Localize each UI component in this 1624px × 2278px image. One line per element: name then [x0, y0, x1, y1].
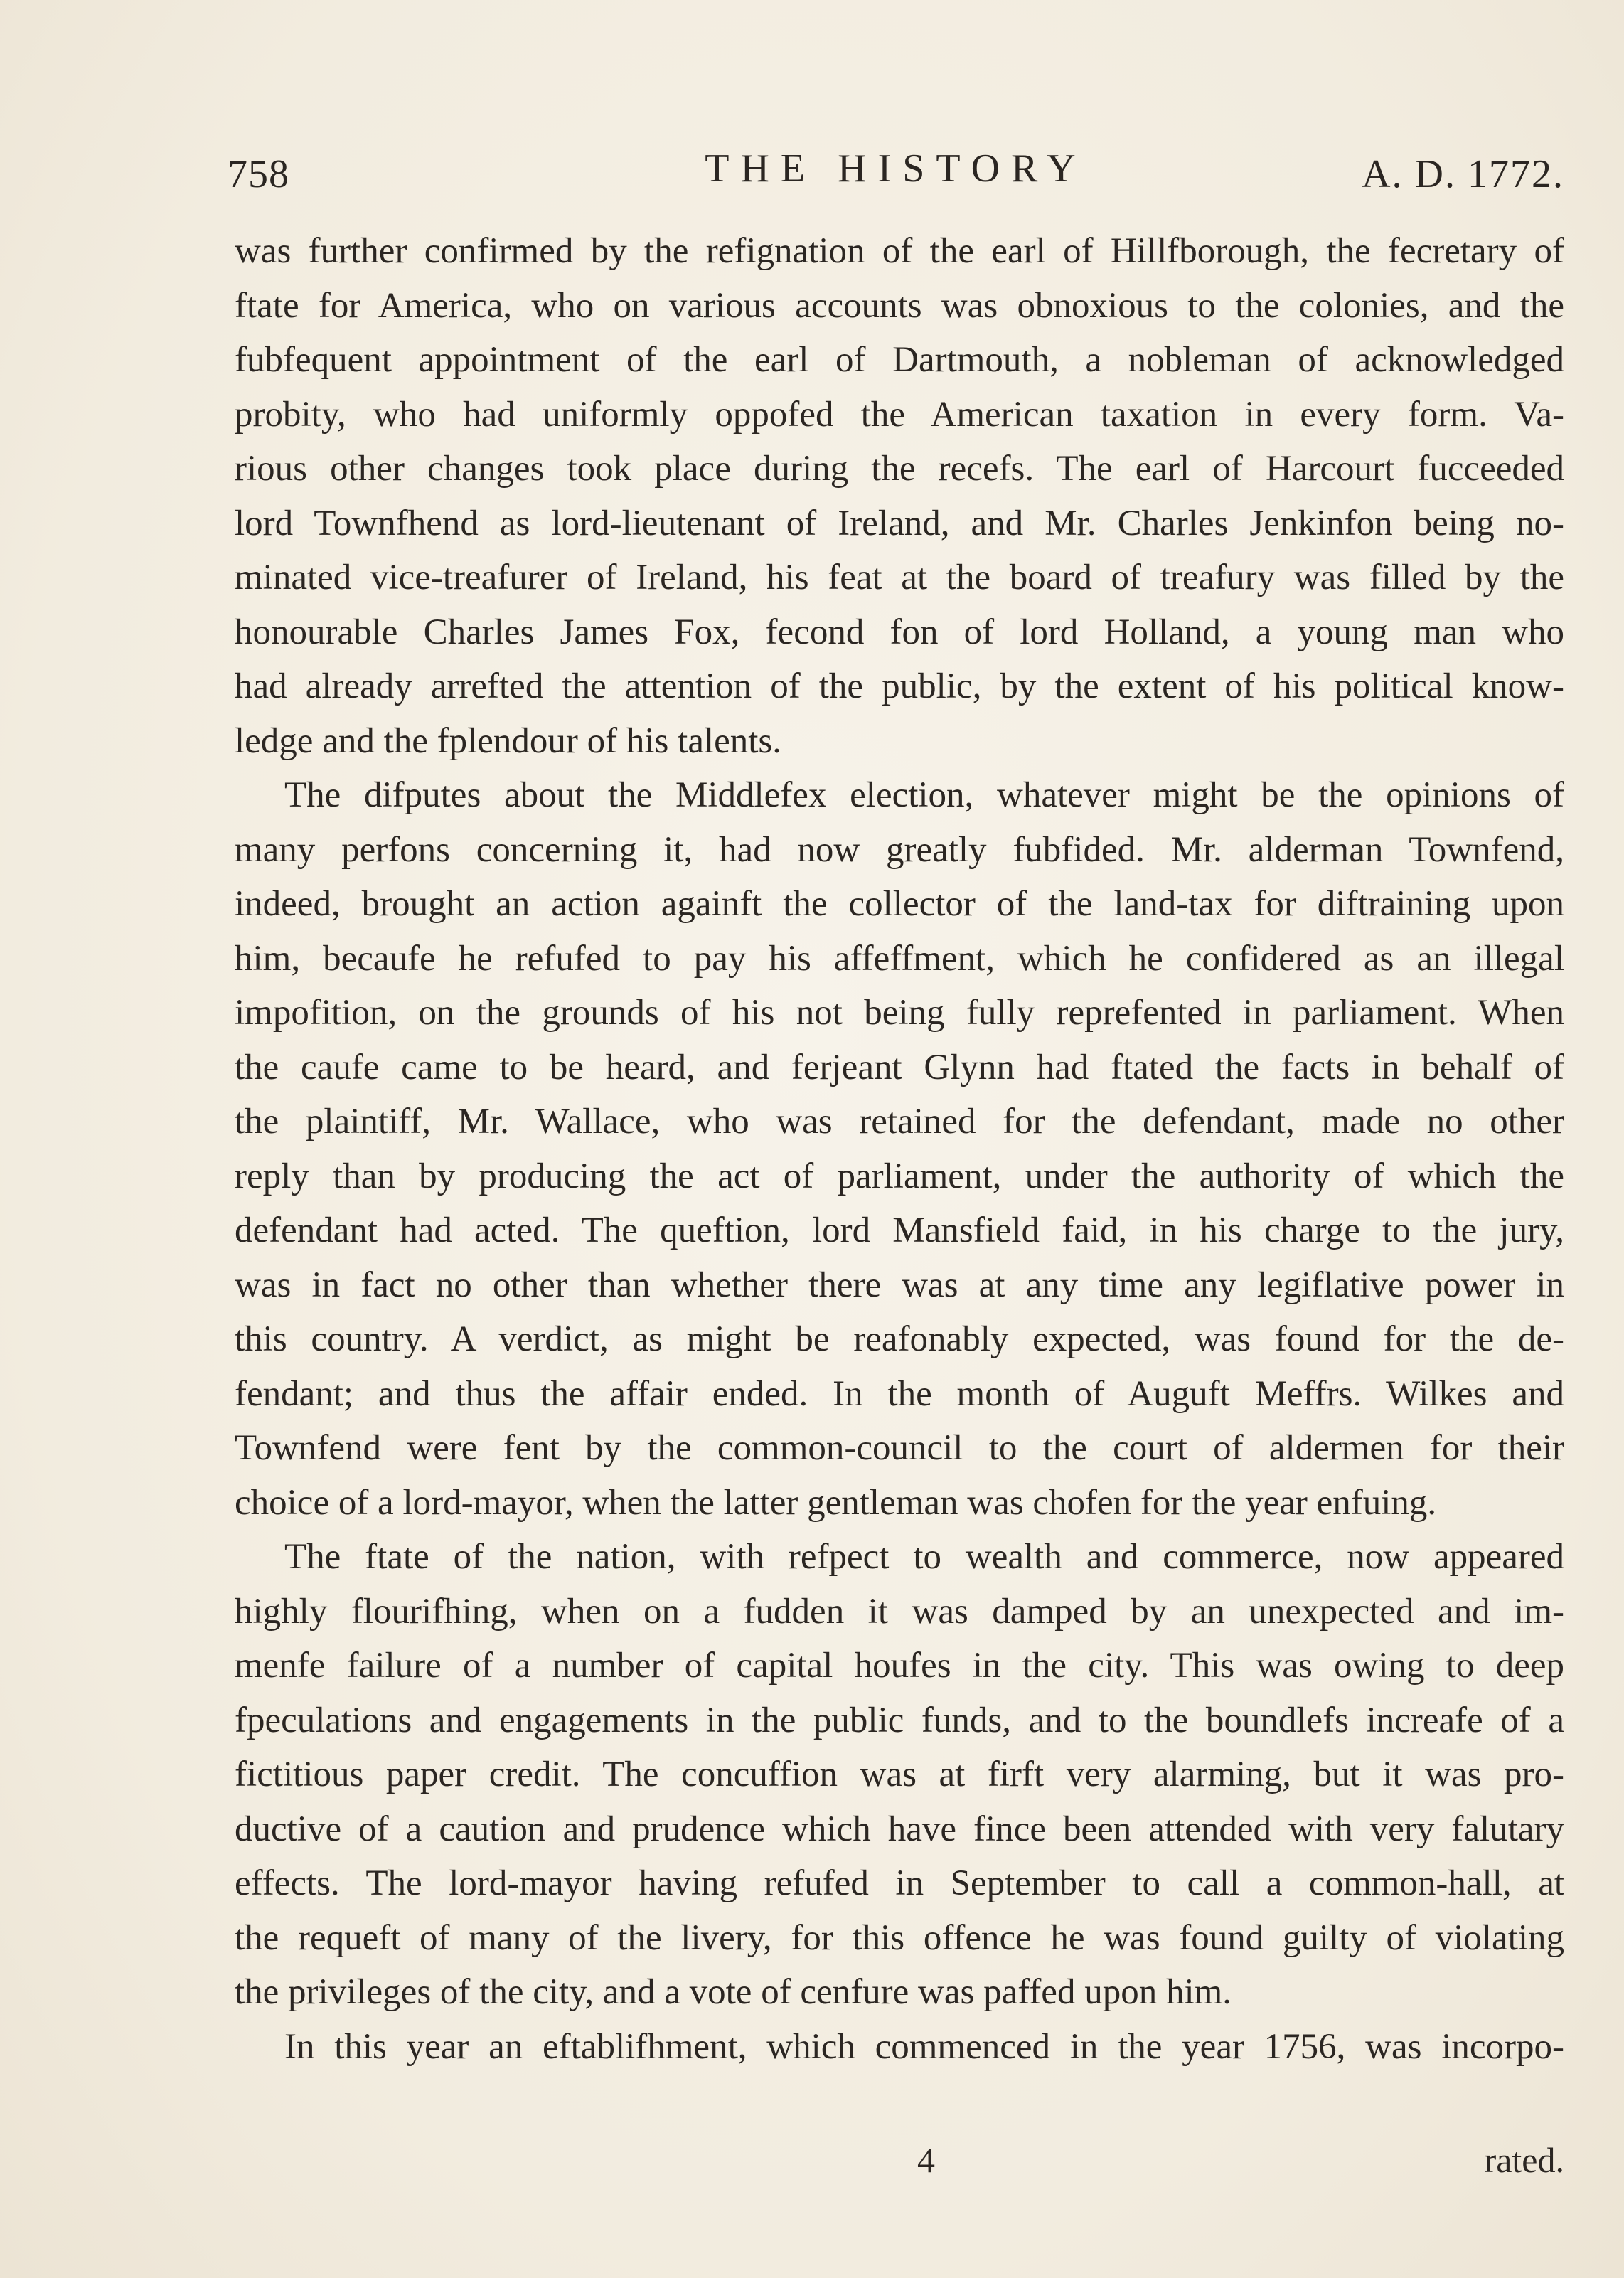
text-line: effects. The lord-mayor having refufed in September to call a common-hall, at — [235, 1863, 1564, 1903]
text-line: reply than by producing the act of parliament, under the authority of which the — [235, 1156, 1564, 1196]
text-line: The ftate of the nation, with refpect to wealth and commerce, now appeared — [284, 1537, 1564, 1577]
text-line: indeed, brought an action againft the collector of the land-tax for diftraining upon — [235, 884, 1564, 924]
text-line: probity, who had uniformly oppofed the American taxation in every form. Va- — [235, 394, 1564, 435]
text-line: the requeft of many of the livery, for this offence he was found guilty of violating — [235, 1917, 1564, 1958]
text-line: was in fact no other than whether there was at any time any legiflative power in — [235, 1265, 1564, 1305]
text-line: highly flourifhing, when on a fudden it was damped by an unexpected and im- — [235, 1591, 1564, 1632]
text-line: fendant; and thus the affair ended. In the month of Auguft Meffrs. Wilkes and — [235, 1373, 1564, 1414]
text-line: rious other changes took place during the recefs. The earl of Harcourt fucceeded — [235, 449, 1564, 489]
text-line: lord Townfhend as lord-lieutenant of Ireland, and Mr. Charles Jenkinfon being no- — [235, 503, 1564, 543]
text-line: was further confirmed by the refignation of the earl of Hillfborough, the fecretary of — [235, 231, 1564, 271]
text-line: fpeculations and engagements in the public funds, and to the boundlefs increafe of a — [235, 1700, 1564, 1740]
text-line: Townfend were fent by the common-council to the court of aldermen for their — [235, 1428, 1564, 1468]
page-number: 758 — [228, 152, 289, 196]
text-line: him, becaufe he refufed to pay his affeffment, which he confidered as an illegal — [235, 938, 1564, 979]
text-line: the plaintiff, Mr. Wallace, who was retained for the defendant, made no other — [235, 1102, 1564, 1141]
running-title: THE HISTORY — [705, 147, 1087, 191]
text-line: the caufe came to be heard, and ferjeant Glynn had ftated the facts in behalf of — [235, 1047, 1564, 1087]
text-line: had already arrefted the attention of the public, by the extent of his political know- — [235, 666, 1564, 706]
text-line: choice of a lord-mayor, when the latter gentleman was chofen for the year enfuing. — [235, 1482, 1437, 1523]
text-line: impofition, on the grounds of his not being fully reprefented in parliament. When — [235, 993, 1564, 1033]
text-line: menfe failure of a number of capital houfes in the city. This was owing to deep — [235, 1646, 1564, 1686]
catchword: rated. — [1484, 2140, 1564, 2180]
body-text — [235, 224, 1564, 2074]
text-line: In this year an eftablifhment, which commenced in the year 1756, was incorpo- — [284, 2026, 1564, 2067]
text-line: defendant had acted. The queftion, lord Mansfield faid, in his charge to the jury, — [235, 1210, 1564, 1250]
text-line: honourable Charles James Fox, fecond fon of lord Holland, a young man who — [235, 612, 1564, 652]
signature-mark: 4 — [917, 2140, 935, 2180]
running-date: A. D. 1772. — [1362, 152, 1564, 196]
page-footer — [228, 2139, 1564, 2196]
text-line: ftate for America, who on various accounts was obnoxious to the colonies, and the — [235, 285, 1564, 326]
text-line: this country. A verdict, as might be reafonably expected, was found for the de- — [235, 1319, 1564, 1359]
text-line: fubfequent appointment of the earl of Dartmouth, a nobleman of acknowledged — [235, 340, 1564, 380]
text-line: ductive of a caution and prudence which have fince been attended with very falutary — [235, 1809, 1564, 1849]
text-line: ledge and the fplendour of his talents. — [235, 720, 782, 761]
text-line: fictitious paper credit. The concuffion was at firft very alarming, but it was pro- — [235, 1755, 1564, 1794]
text-line: many perfons concerning it, had now greatly fubfided. Mr. alderman Townfend, — [235, 829, 1564, 870]
text-line: the privileges of the city, and a vote of cenfure was paffed upon him. — [235, 1972, 1232, 2012]
text-line: minated vice-treafurer of Ireland, his feat at the board of treafury was filled by the — [235, 558, 1564, 597]
text-line: The difputes about the Middlefex election, whatever might be the opinions of — [284, 775, 1564, 815]
running-header — [228, 146, 1564, 203]
